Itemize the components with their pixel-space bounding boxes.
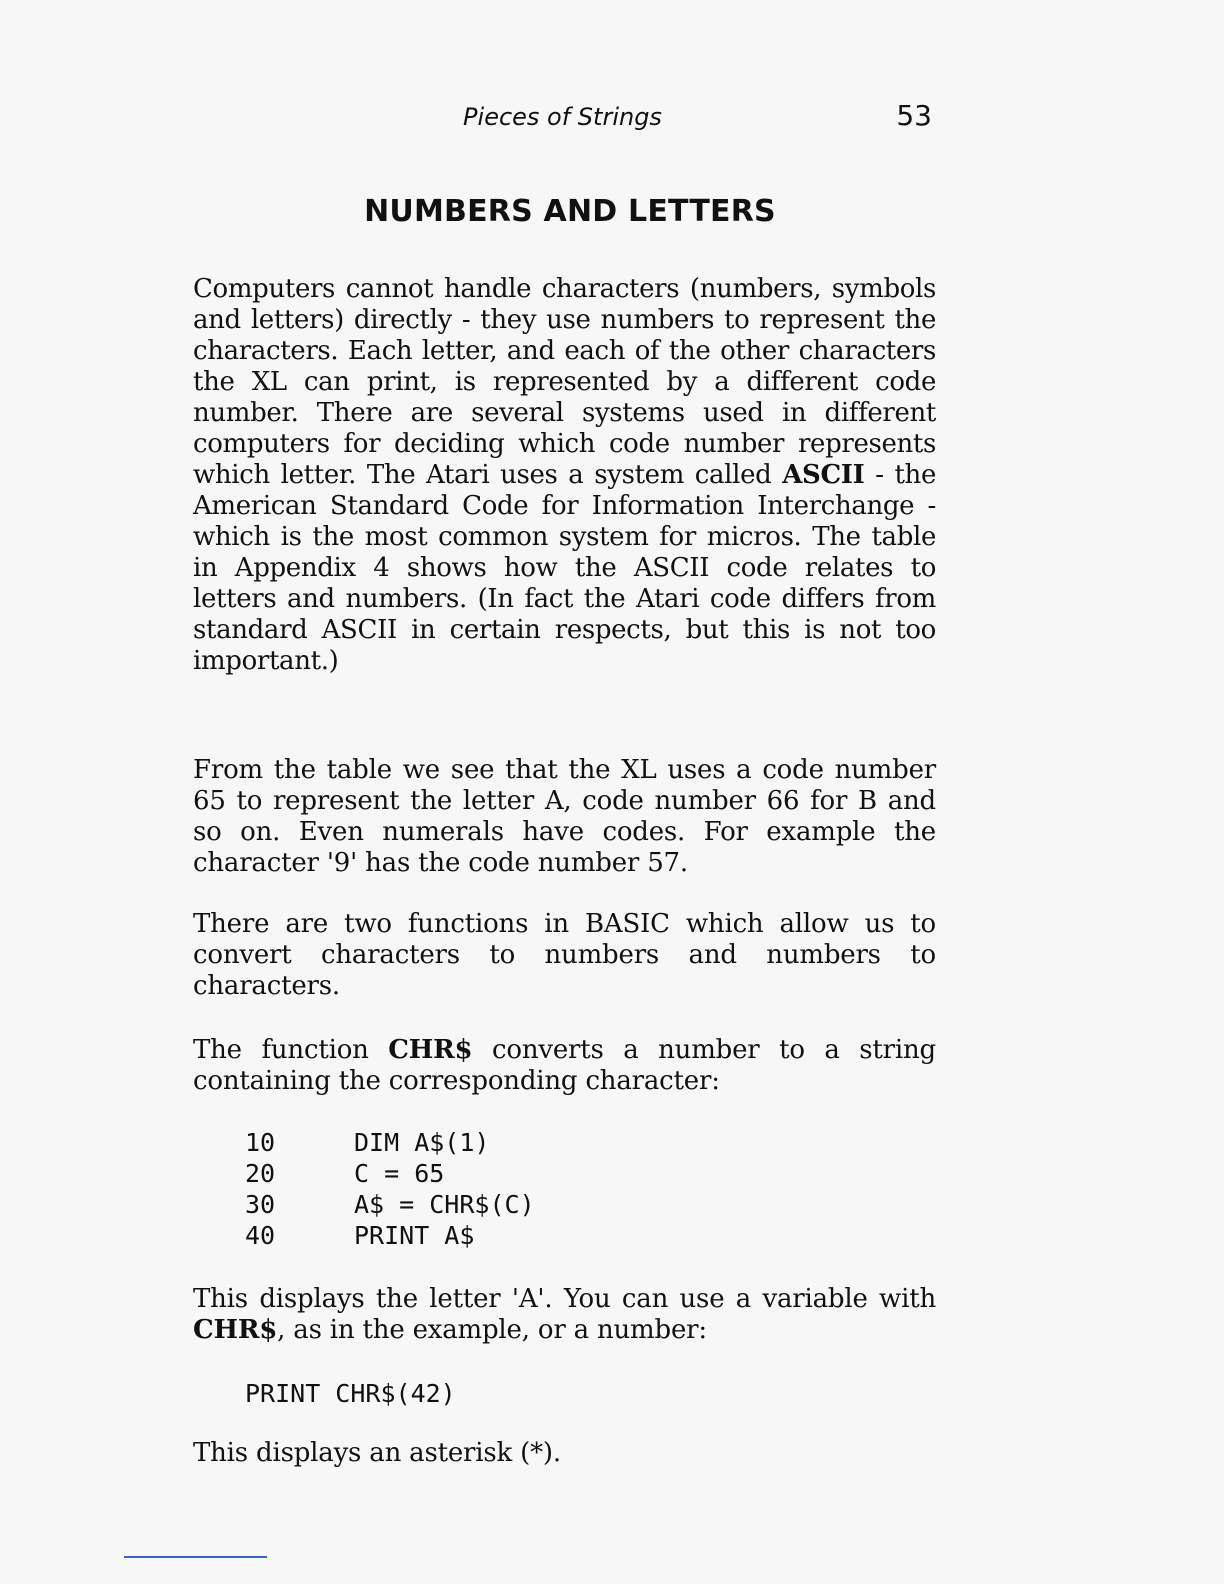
- code-example: PRINT CHR$(42): [245, 1379, 456, 1408]
- code-line-number: 40: [245, 1221, 276, 1250]
- paragraph-two-functions: There are two functions in BASIC which allow us to convert characters to numbers and numbers to characters.: [193, 909, 936, 1001]
- text-span: Computers cannot handle characters (numbers, symbols and letters) directly - they use numbers to represent the characters. Each letter, and each of the other characters the XL can print, is represented by a different code number. There are several systems used in different computers for deciding which code number represents which letter. The Atari uses a system called: [193, 274, 936, 490]
- paragraph-code-numbers: From the table we see that the XL uses a code number 65 to represent the letter A, code number 66 for B and so on. Even numerals have codes. For example the character '9' has the code number 57.: [193, 755, 936, 878]
- paragraph-asterisk: This displays an asterisk (*).: [193, 1438, 561, 1468]
- code-line-number: 20: [245, 1159, 276, 1188]
- section-heading: NUMBERS AND LETTERS: [364, 194, 776, 229]
- code-statement: DIM A$(1): [354, 1128, 490, 1157]
- code-statement: C = 65: [354, 1159, 445, 1188]
- footer-rule: [124, 1556, 267, 1558]
- running-head: [190, 100, 935, 140]
- code-line: [245, 1220, 535, 1251]
- text-span: This displays the letter 'A'. You can use a variable with: [193, 1284, 936, 1314]
- text-span: , as in the example, or a number:: [277, 1315, 707, 1345]
- code-statement: PRINT A$: [354, 1221, 475, 1250]
- text-span: converts a number to a string containing the corresponding character:: [193, 1035, 936, 1096]
- code-line-number: 10: [245, 1128, 276, 1157]
- page-number: 53: [896, 99, 932, 132]
- bold-term-chr: CHR$: [193, 1315, 278, 1345]
- paragraph-chr-function: [193, 1035, 936, 1097]
- code-line-number: 30: [245, 1190, 276, 1219]
- text-span: - the American Standard Code for Information Interchange - which is the most common system for micros. The table in Appendix 4 shows how the ASCII code relates to letters and numbers. (In fact the Atari code differs from standard ASCII in certain respects, but this is not too important.): [193, 460, 936, 676]
- code-line: [245, 1158, 535, 1189]
- code-line: [245, 1189, 535, 1220]
- paragraph-chr-variable: [193, 1284, 936, 1346]
- code-statement: A$ = CHR$(C): [354, 1190, 535, 1219]
- paragraph-ascii-intro: [193, 274, 936, 677]
- code-listing: [245, 1127, 535, 1251]
- text-span: The function: [193, 1035, 389, 1065]
- bold-term-chr: CHR$: [388, 1035, 473, 1065]
- code-line: [245, 1127, 535, 1158]
- bold-term-ascii: ASCII: [782, 460, 865, 490]
- running-title: Pieces of Strings: [463, 103, 662, 131]
